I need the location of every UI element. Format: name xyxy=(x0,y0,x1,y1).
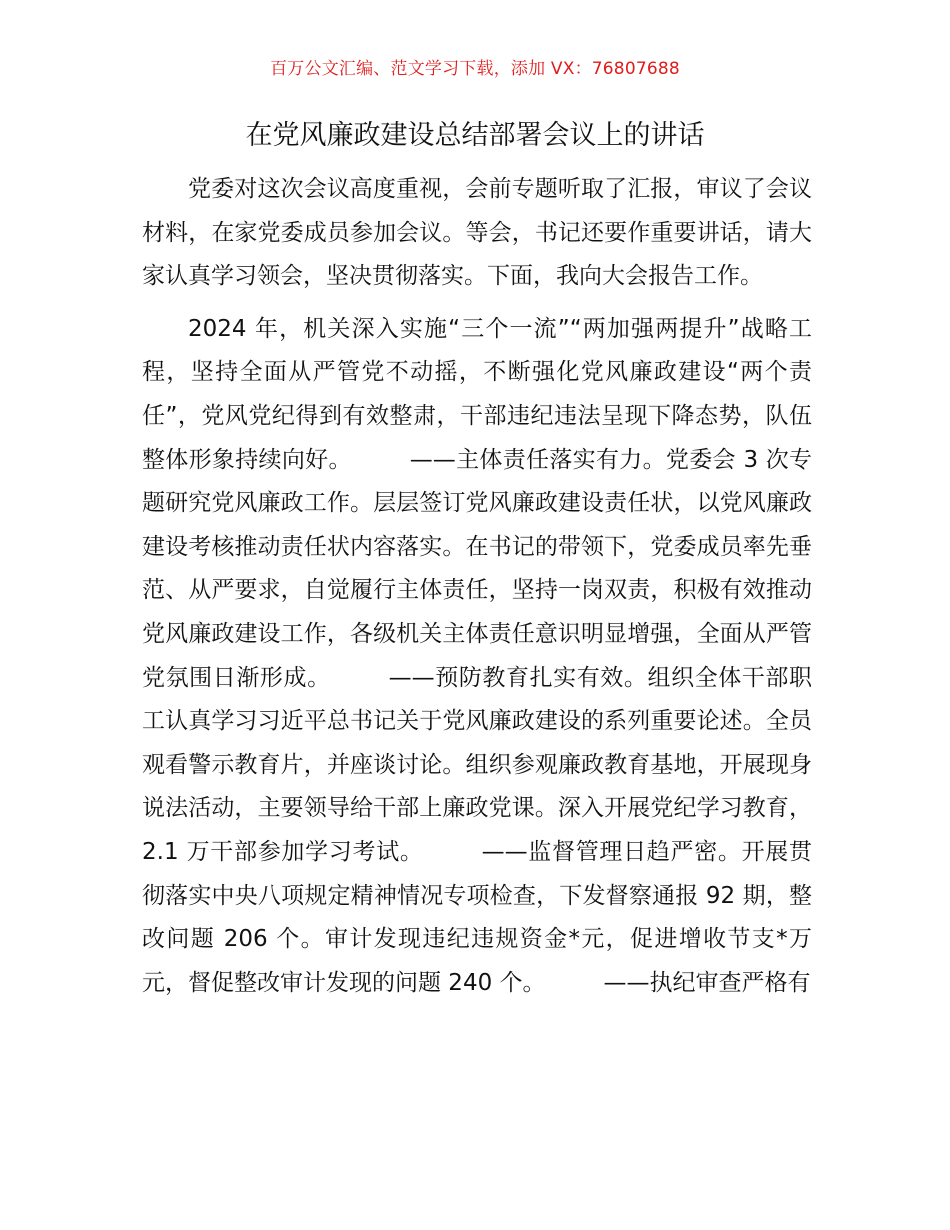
header-watermark-note: 百万公文汇编、范文学习下载，添加 VX：76807688 xyxy=(270,59,680,79)
section-discipline-review: ——执纪审查严格有 xyxy=(603,969,811,996)
summary-intro-text: 2024 年，机关深入实施“三个一流”“两加强两提升”战略工程，坚持全面从严管党不动摇，不断强化党风廉政建设“两个责任”，党风党纪得到有效整肃，干部违纪违法呈现下降态势，队伍整体形象持续向好。 xyxy=(142,315,812,473)
paragraph-opening: 党委对这次会议高度重视，会前专题听取了汇报，审议了会议材料，在家党委成员参加会议。等会，书记还要作重要讲话，请大家认真学习领会，坚决贯彻落实。下面，我向大会报告工作。 xyxy=(142,176,812,290)
section-prevention-education: ——预防教育扎实有效。组织全体干部职工认真学习习近平总书记关于党风廉政建设的系列重要论述。全员观看警示教育片，并座谈讨论。组织参观廉政教育基地，开展现身说法活动，主要领导给干部上廉政党课。深入开展党纪学习教育，2.1 万干部参加学习考试。 xyxy=(142,664,813,865)
document-title: 在党风廉政建设总结部署会议上的讲话 xyxy=(245,120,705,151)
paragraph-summary xyxy=(142,308,812,1006)
section-supervision-management: ——监督管理日趋严密。开展贯彻落实中央八项规定精神情况专项检查，下发督察通报 92 期，整改问题 206 个。审计发现违纪违规资金*元，促进增收节支*万元，督促整改审计发现的问题 240 个。 xyxy=(142,838,812,996)
section-main-responsibility: ——主体责任落实有力。党委会 3 次专题研究党风廉政工作。层层签订党风廉政建设责任状，以党风廉政建设考核推动责任状内容落实。在书记的带领下，党委成员率先垂范、从严要求，自觉履行主体责任，坚持一岗双责，积极有效推动党风廉政建设工作，各级机关主体责任意识明显增强，全面从严管党氛围日渐形成。 xyxy=(142,446,813,691)
document-body xyxy=(142,168,812,1005)
